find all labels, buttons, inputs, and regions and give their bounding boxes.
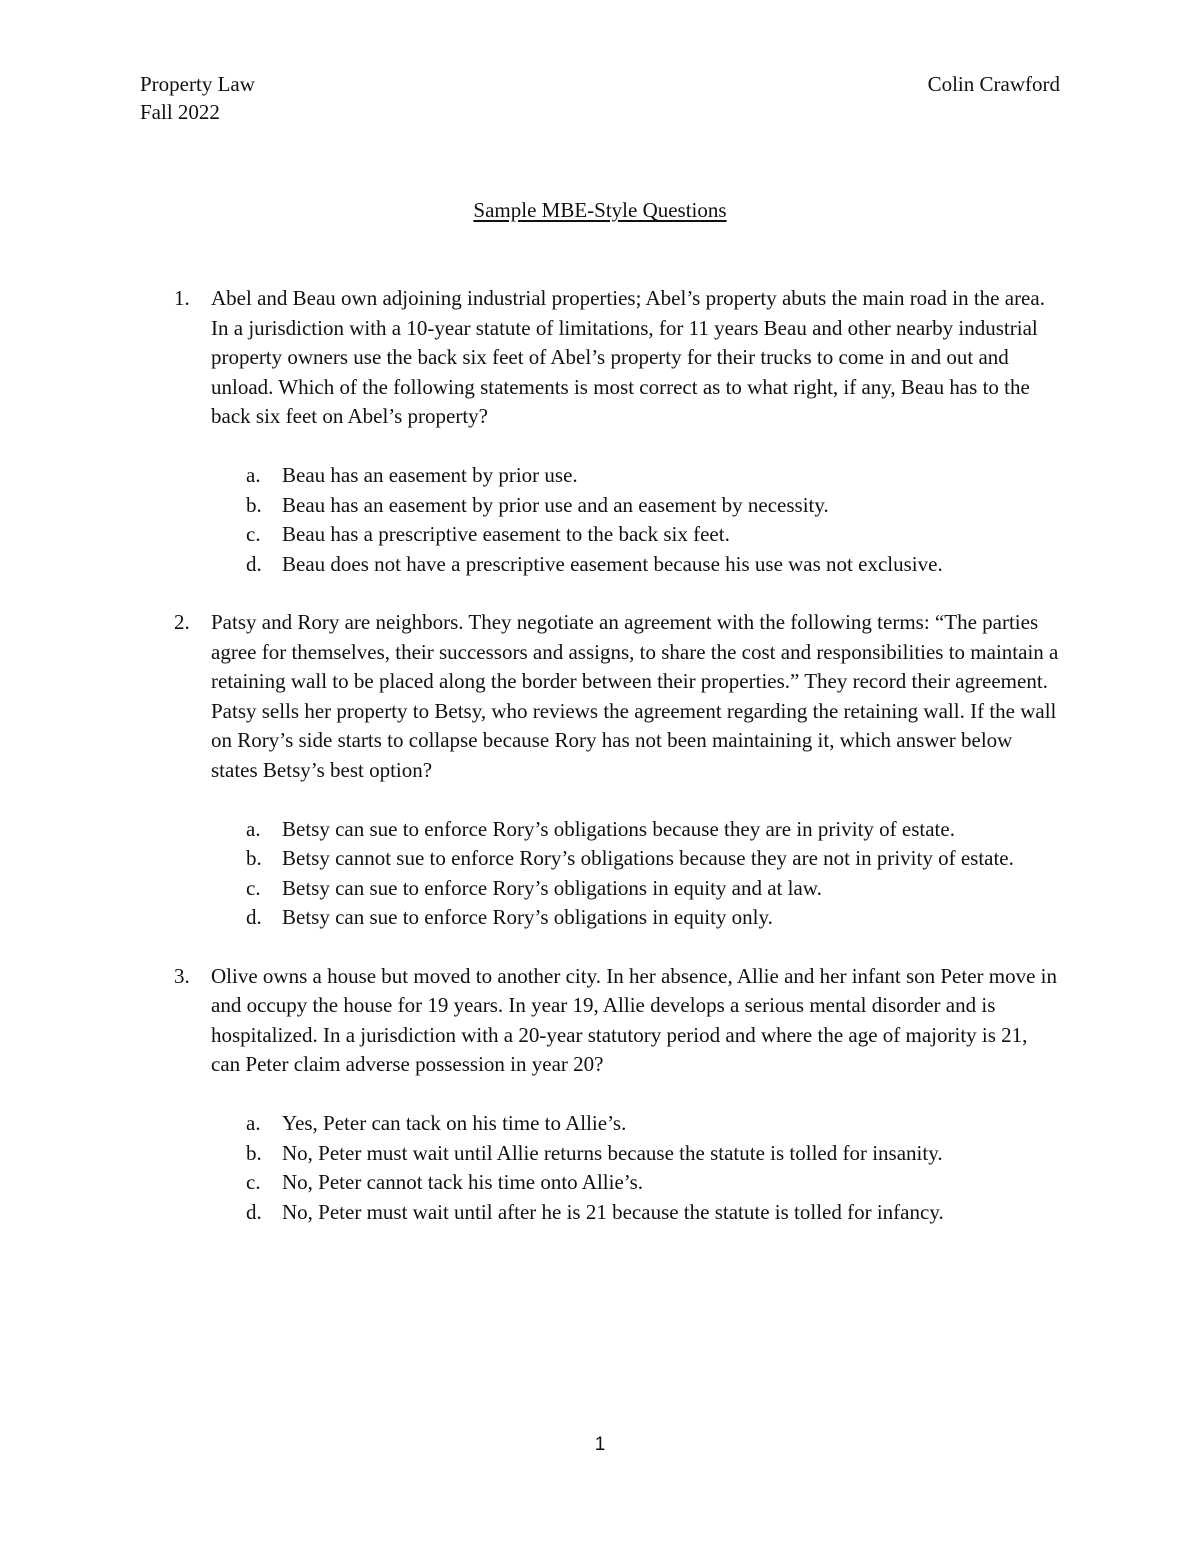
option-text: Betsy cannot sue to enforce Rory’s obligations because they are not in privity of estate. bbox=[282, 846, 1014, 870]
option-letter: c. bbox=[246, 875, 261, 900]
question-list bbox=[0, 284, 1200, 1256]
term: Fall 2022 bbox=[140, 100, 220, 124]
header-left bbox=[140, 70, 255, 126]
option-letter: c. bbox=[246, 1170, 261, 1194]
answer-option-b bbox=[0, 844, 1200, 874]
answer-option-d bbox=[0, 903, 1200, 933]
option-letter: d. bbox=[246, 1199, 262, 1224]
answer-options bbox=[0, 815, 1200, 933]
option-letter: b. bbox=[246, 492, 262, 517]
option-text: Yes, Peter can tack on his time to Allie’s. bbox=[282, 1111, 627, 1135]
question-3 bbox=[0, 962, 1200, 1228]
option-letter: d. bbox=[246, 551, 262, 576]
option-text: Betsy can sue to enforce Rory’s obligations because they are in privity of estate. bbox=[282, 816, 955, 841]
question-number: 2. bbox=[174, 610, 190, 634]
answer-option-b bbox=[0, 1139, 1200, 1169]
answer-option-c bbox=[0, 520, 1200, 550]
option-text: Beau does not have a prescriptive easement because his use was not exclusive. bbox=[282, 551, 943, 576]
option-letter: b. bbox=[246, 846, 262, 870]
option-text: Betsy can sue to enforce Rory’s obligations in equity and at law. bbox=[282, 875, 822, 900]
option-text: Betsy can sue to enforce Rory’s obligations in equity only. bbox=[282, 905, 773, 929]
answer-option-c bbox=[0, 874, 1200, 904]
course-name: Property Law bbox=[140, 72, 255, 96]
option-letter: c. bbox=[246, 522, 261, 546]
answer-option-b bbox=[0, 491, 1200, 521]
answer-option-c bbox=[0, 1168, 1200, 1198]
answer-option-a bbox=[0, 1109, 1200, 1139]
question-number: 3. bbox=[174, 963, 190, 988]
answer-option-d bbox=[0, 1198, 1200, 1228]
option-text: Beau has a prescriptive easement to the back six feet. bbox=[282, 522, 730, 546]
option-text: No, Peter must wait until Allie returns because the statute is tolled for insanity. bbox=[282, 1140, 943, 1165]
option-letter: a. bbox=[246, 1111, 261, 1135]
question-text: Patsy and Rory are neighbors. They negotiate an agreement with the following terms: “The parties agree for themselves, their successors and assigns, to share the cost and responsibilities to maintain a retaining wall to be placed along the border between their properties.” They record their agreement. Patsy sells her property to Betsy, who reviews the agreement regarding the retaining wall. If the wall on Rory’s side starts to collapse because Rory has not been maintaining it, which answer below states Betsy’s best option? bbox=[211, 610, 1059, 782]
answer-option-d bbox=[0, 550, 1200, 580]
option-text: Beau has an easement by prior use. bbox=[282, 463, 578, 487]
header-right bbox=[928, 70, 1060, 98]
answer-options bbox=[0, 1109, 1200, 1227]
option-text: Beau has an easement by prior use and an easement by necessity. bbox=[282, 492, 829, 517]
answer-option-a bbox=[0, 815, 1200, 845]
author-name: Colin Crawford bbox=[927, 72, 1060, 96]
question-text: Olive owns a house but moved to another city. In her absence, Allie and her infant son Peter move in and occupy the house for 19 years. In year 19, Allie develops a serious mental disorder and is hospitalized. In a jurisdiction with a 20-year statutory period and where the age of majority is 21, can Peter claim adverse possession in year 20? bbox=[211, 963, 1057, 1076]
option-text: No, Peter cannot tack his time onto Allie’s. bbox=[282, 1170, 644, 1194]
answer-option-a bbox=[0, 461, 1200, 491]
option-letter: b. bbox=[246, 1140, 262, 1165]
answer-options bbox=[0, 461, 1200, 579]
document-title: Sample MBE-Style Questions bbox=[473, 198, 727, 222]
option-letter: a. bbox=[246, 816, 261, 841]
option-letter: d. bbox=[246, 905, 262, 929]
option-letter: a. bbox=[246, 463, 261, 487]
page-number: 1 bbox=[594, 1434, 606, 1455]
question-2 bbox=[0, 608, 1200, 933]
question-1 bbox=[0, 284, 1200, 579]
question-number: 1. bbox=[174, 286, 190, 310]
question-text: Abel and Beau own adjoining industrial properties; Abel’s property abuts the main road in the area. In a jurisdiction with a 10-year statute of limitations, for 11 years Beau and other nearby industrial property owners use the back six feet of Abel’s property for their trucks to come in and out and unload. Which of the following statements is most correct as to what right, if any, Beau has to the back six feet on Abel’s property? bbox=[211, 286, 1045, 428]
option-text: No, Peter must wait until after he is 21 because the statute is tolled for infancy. bbox=[282, 1199, 944, 1224]
